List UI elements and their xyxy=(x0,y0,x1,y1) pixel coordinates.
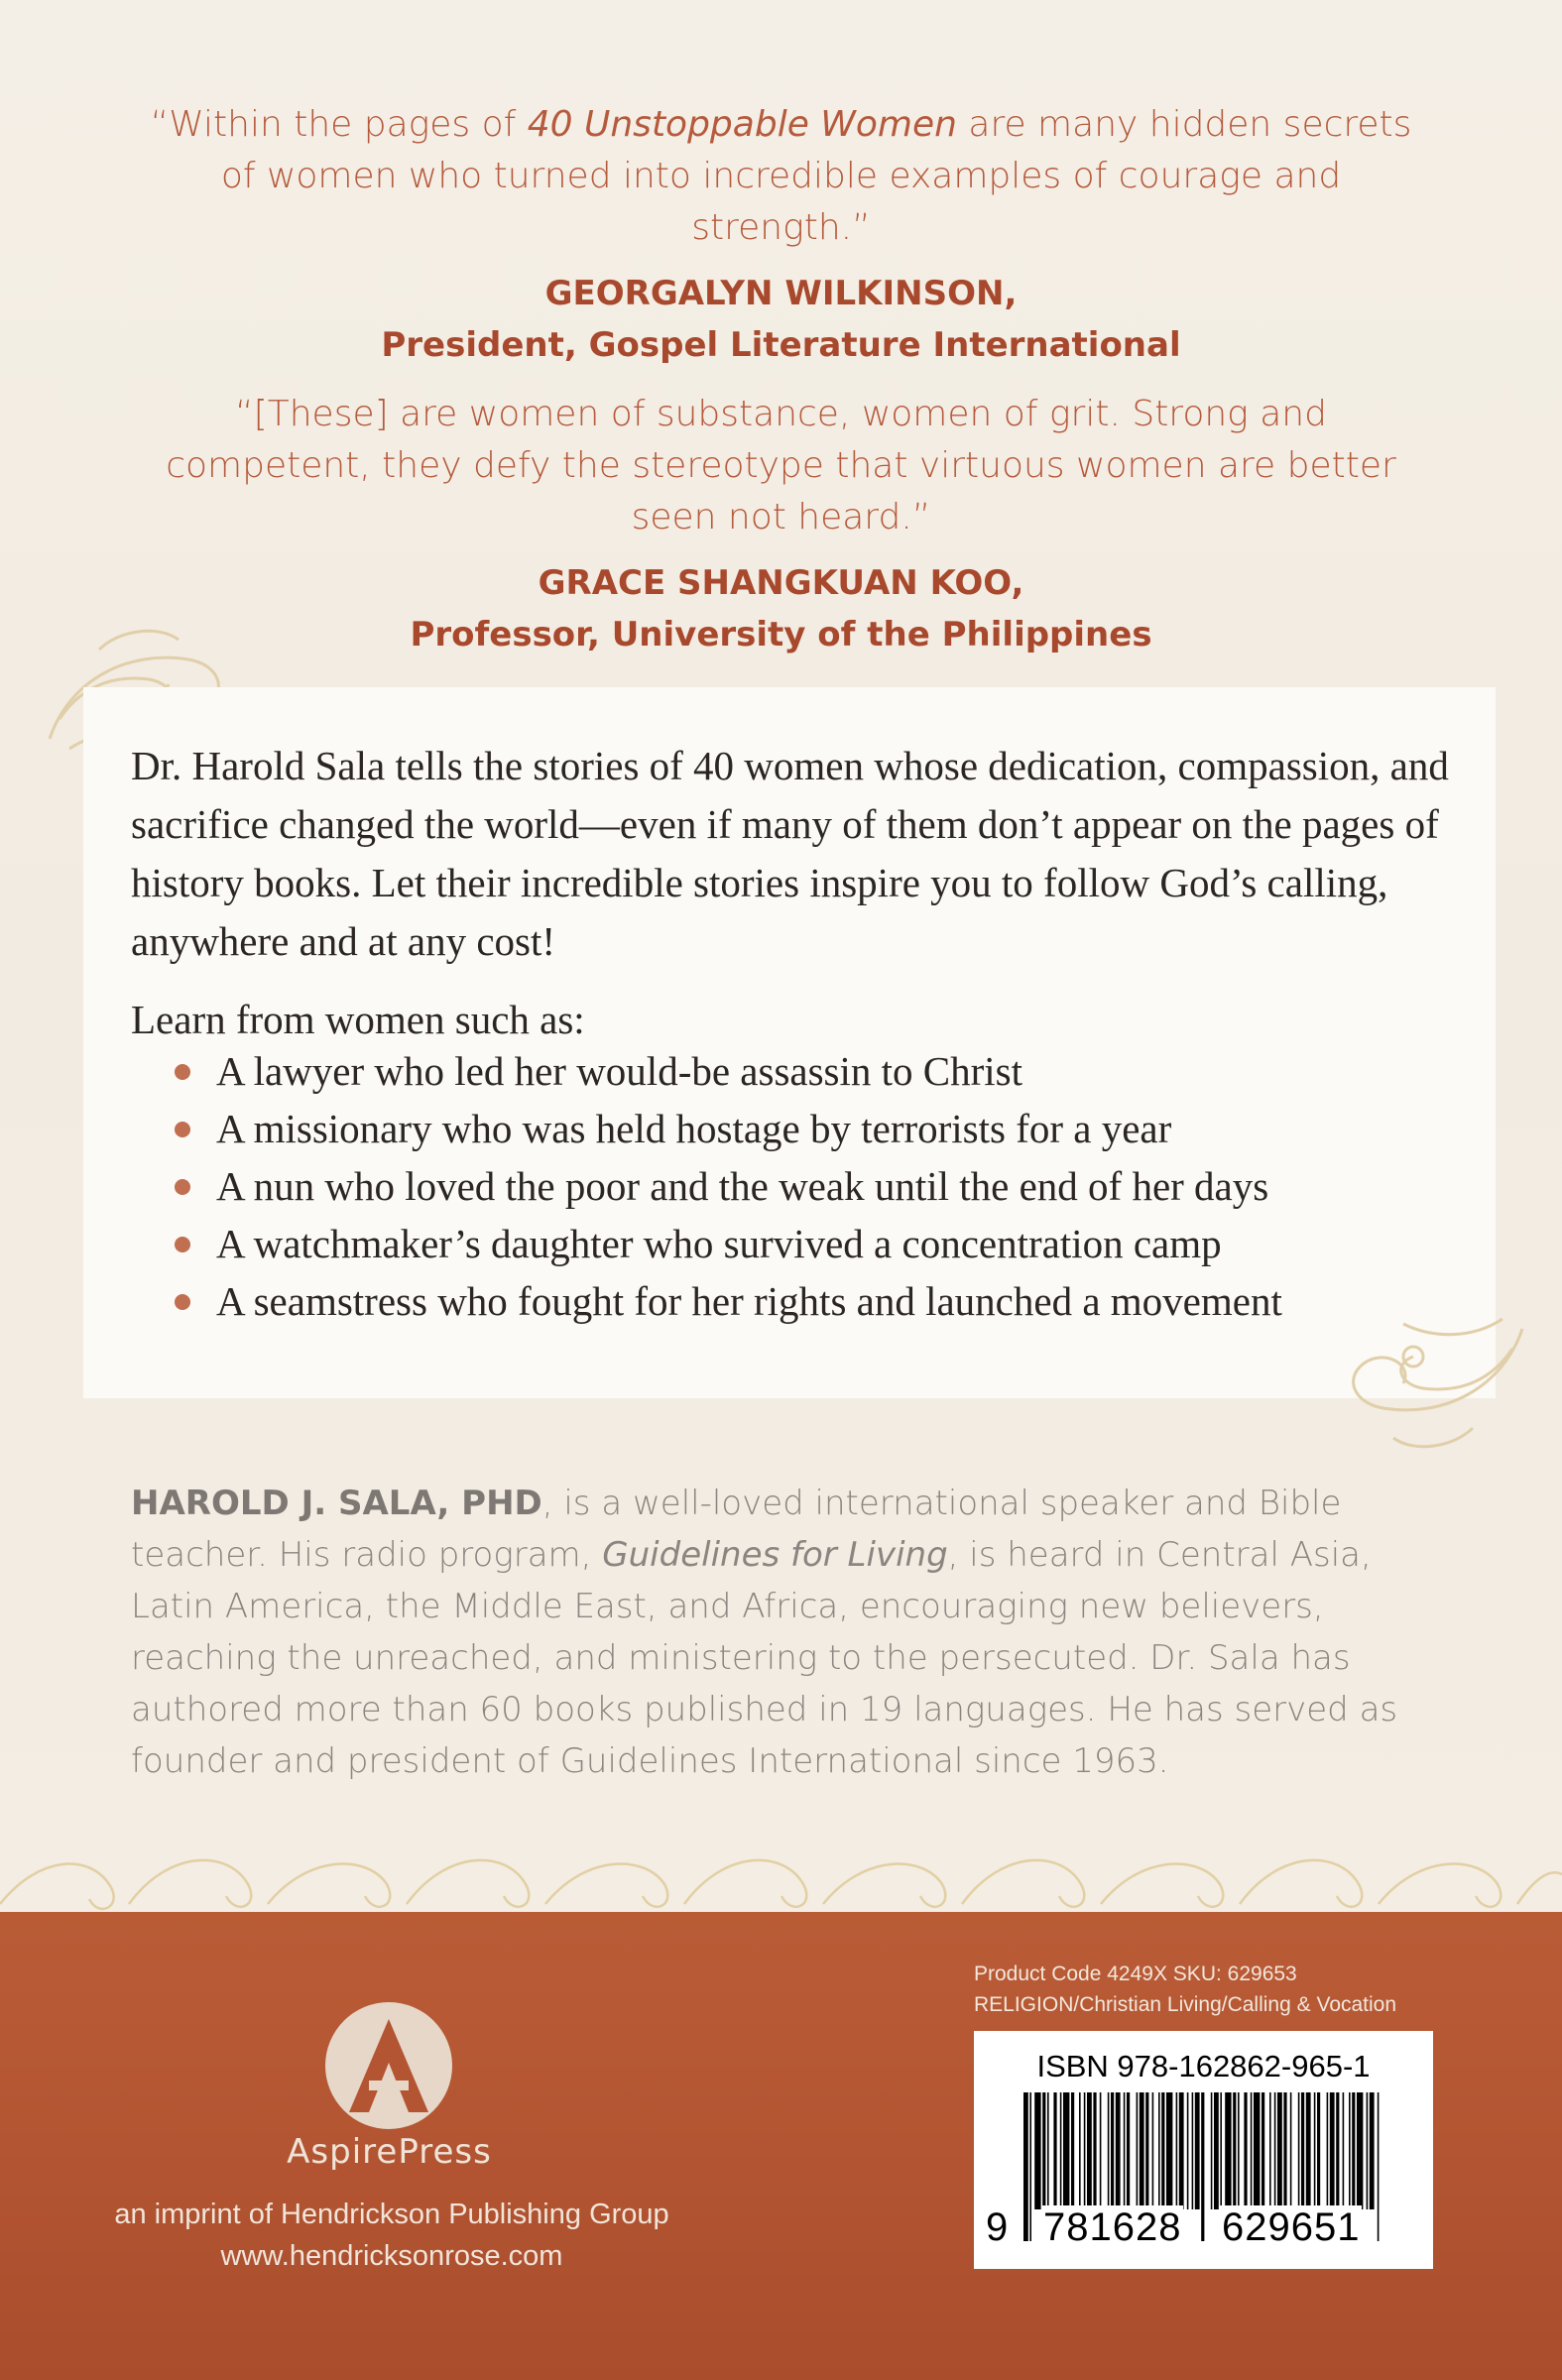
barcode-bar xyxy=(1298,2092,1300,2209)
barcode-bar xyxy=(1254,2092,1260,2209)
barcode-bar xyxy=(1274,2092,1276,2209)
barcode-bar xyxy=(1124,2092,1126,2209)
barcode-bar xyxy=(1317,2092,1320,2209)
barcode-bar xyxy=(1357,2092,1363,2209)
barcode-digit-group-1: 781628 xyxy=(1043,2205,1182,2249)
barcode-bar xyxy=(1053,2092,1056,2209)
endorsement-2 xyxy=(129,389,1433,660)
barcode-bar xyxy=(1225,2092,1231,2209)
barcode-bar xyxy=(1290,2092,1292,2209)
endorsement-attribution xyxy=(129,557,1433,660)
bullet-icon xyxy=(175,1294,190,1310)
barcode-bar xyxy=(1306,2092,1311,2209)
barcode-bar xyxy=(1111,2092,1114,2209)
barcode-bar xyxy=(1352,2092,1355,2209)
barcode-bar xyxy=(1378,2092,1380,2241)
barcode-bar xyxy=(1145,2092,1148,2209)
barcode-bar xyxy=(1047,2092,1049,2209)
barcode-bar xyxy=(1161,2092,1164,2209)
imprint-line: an imprint of Hendrickson Publishing Group xyxy=(114,2199,669,2230)
barcode-bar xyxy=(1367,2092,1369,2209)
barcode-bar xyxy=(1211,2092,1213,2209)
bullet-icon xyxy=(175,1237,190,1252)
list-item: A watchmaker’s daughter who survived a concentration camp xyxy=(175,1215,1503,1272)
product-category: RELIGION/Christian Living/Calling & Vocation xyxy=(974,1993,1397,2016)
isbn-barcode xyxy=(974,2031,1433,2269)
barcode-bar xyxy=(1201,2092,1204,2241)
radio-program-title: Guidelines for Living xyxy=(602,1535,948,1575)
barcode-bar xyxy=(1251,2092,1253,2209)
barcode-bar xyxy=(1042,2092,1045,2209)
barcode-bar xyxy=(1029,2092,1031,2241)
endorsement-quote: “Within the pages of 40 Unstoppable Women are many hidden secrets of women who turned into incredible examples of courage and strength.” xyxy=(150,104,1412,248)
barcode-bar xyxy=(1116,2092,1121,2209)
barcode-bar xyxy=(1071,2092,1074,2209)
barcode-bar xyxy=(1100,2092,1102,2209)
barcode-bar xyxy=(1314,2092,1316,2209)
endorsement-quote: “[These] are women of substance, women of grit. Strong and competent, they defy the stereotype that virtuous women are better seen not heard.” xyxy=(166,394,1396,537)
list-item: A missionary who was held hostage by terrorists for a year xyxy=(175,1100,1503,1157)
description-box xyxy=(83,687,1496,1398)
publisher-imprint xyxy=(99,2194,684,2277)
barcode-bar xyxy=(1087,2092,1092,2209)
barcode-bar xyxy=(1152,2092,1154,2209)
product-code: Product Code 4249X SKU: 629653 xyxy=(974,1963,1297,1985)
flourish-border-icon xyxy=(0,1835,1562,1916)
barcode-bar xyxy=(1330,2092,1335,2209)
barcode-bar xyxy=(1108,2092,1110,2209)
barcode-bar xyxy=(1158,2092,1160,2209)
endorser-name: GRACE SHANGKUAN KOO, xyxy=(538,563,1024,603)
endorser-role: Professor, University of the Philippines xyxy=(410,615,1152,654)
barcode-bar xyxy=(1283,2092,1286,2209)
barcode-bar xyxy=(1327,2092,1329,2209)
barcode-bar xyxy=(1343,2092,1345,2209)
bullet-icon xyxy=(175,1122,190,1137)
barcode-digit-first: 9 xyxy=(986,2205,1010,2249)
barcode-digit-group-2: 629651 xyxy=(1222,2205,1361,2249)
bullet-icon xyxy=(175,1179,190,1195)
barcode-bar xyxy=(1137,2092,1139,2209)
barcode-bar xyxy=(1214,2092,1219,2209)
barcode-bar xyxy=(1336,2092,1339,2209)
barcode-bar xyxy=(1233,2092,1236,2209)
barcode-bar xyxy=(1060,2092,1062,2209)
barcode-bar xyxy=(1176,2092,1178,2209)
endorsement-1 xyxy=(129,99,1433,371)
endorser-role: President, Gospel Literature International xyxy=(381,325,1181,365)
barcode-bar xyxy=(1063,2092,1069,2209)
description-paragraph: Dr. Harold Sala tells the stories of 40 women whose dedication, compassion, and sacrifice changed the world—even if many of them don’t appear on the pages of history books. Let their incredible stories inspire you to follow God’s calling, anywhere and at any cost! xyxy=(131,743,1449,964)
barcode-bar xyxy=(1220,2092,1222,2209)
barcode-bar xyxy=(1084,2092,1086,2209)
barcode-bar xyxy=(1034,2092,1040,2209)
barcode-bar xyxy=(1238,2092,1240,2209)
barcode-bar xyxy=(1127,2092,1130,2209)
publisher-website-link[interactable]: www.hendricksonrose.com xyxy=(220,2240,563,2272)
isbn-label: ISBN 978-162862-965-1 xyxy=(1036,2049,1371,2083)
barcode-bar xyxy=(1166,2092,1172,2209)
author-name: HAROLD J. SALA, PHD xyxy=(131,1484,542,1523)
barcode-bar xyxy=(1195,2092,1200,2209)
barcode-bar xyxy=(1370,2092,1375,2209)
barcode-bar xyxy=(1023,2092,1028,2241)
endorser-name: GEORGALYN WILKINSON, xyxy=(544,274,1018,313)
highlights-list xyxy=(175,1042,1503,1330)
product-meta xyxy=(974,1959,1490,2020)
flourish-ornament-icon xyxy=(1334,1309,1532,1458)
description-lead: Learn from women such as: xyxy=(131,997,585,1042)
list-item: A lawyer who led her would-be assassin to Christ xyxy=(175,1042,1503,1100)
barcode-bar xyxy=(1179,2092,1184,2209)
barcode-bar xyxy=(1301,2092,1304,2209)
aspire-press-logo-icon xyxy=(319,2001,458,2130)
barcode-bar xyxy=(1093,2092,1096,2209)
barcode-bar xyxy=(1262,2092,1264,2209)
bullet-icon xyxy=(175,1064,190,1080)
list-item: A nun who loved the poor and the weak until the end of her days xyxy=(175,1157,1503,1215)
barcode-bar xyxy=(1192,2092,1194,2209)
barcode-bar xyxy=(1349,2092,1351,2209)
barcode-bar xyxy=(1079,2092,1081,2209)
endorsement-attribution xyxy=(129,268,1433,371)
barcode-bar xyxy=(1244,2092,1247,2209)
barcode-bar xyxy=(1140,2092,1144,2209)
publisher-brand: AspirePress xyxy=(287,2132,492,2172)
barcode-bar xyxy=(1277,2092,1282,2209)
author-bio: HAROLD J. SALA, PHD, is a well-loved international speaker and Bible teacher. His radio program, Guidelines for Living, is heard in Central Asia, Latin America, the Middle East, and Africa, encouraging new believers, reaching the unreached, and ministering to the persecuted. Dr. Sala has authored more than 60 books published in 19 languages. He has served as founder and president of Guidelines International since 1963. xyxy=(131,1484,1398,1781)
list-item: A seamstress who fought for her rights and launched a movement xyxy=(175,1272,1503,1330)
barcode-bar xyxy=(1187,2092,1189,2209)
barcode-bar xyxy=(1269,2092,1271,2209)
